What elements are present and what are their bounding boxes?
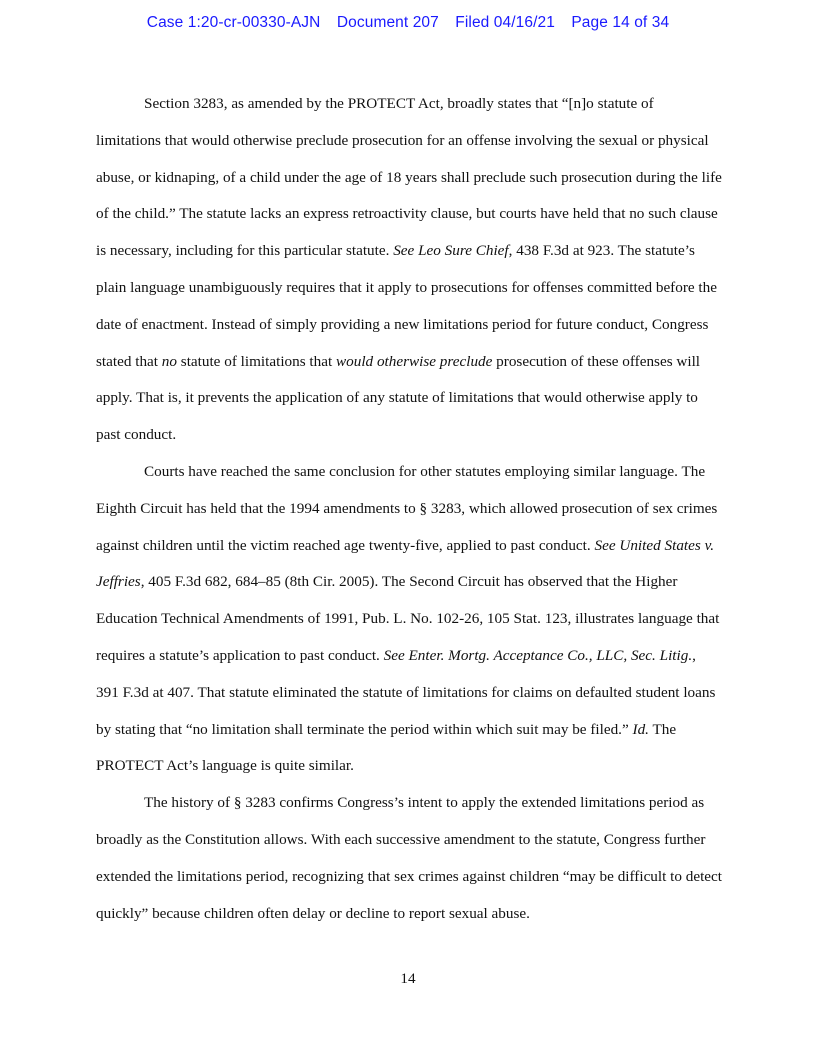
text-run: statute of limitations that: [176, 352, 337, 370]
text-run: prosecution of these offenses will apply. That is, it prevents the application of any statute of limitations that would otherwise apply to past conduct.: [96, 352, 701, 444]
italic-run: Id.: [632, 720, 649, 738]
paragraph: [96, 454, 722, 785]
italic-run: See Leo Sure Chief: [393, 242, 509, 260]
text-run: Section 3283, as amended by the PROTECT Act, broadly states that “[n]o statute of limitations that would otherwise preclude prosecution for an offense involving the sexual or physical abuse, or kidnaping, of a child under the age of 18 years shall preclude such prosecution during the life of the child.” The statute lacks an express retroactivity clause, but courts have held that no such clause is necessary, including for this particular statute.: [96, 95, 722, 260]
case-number: Case 1:20-cr-00330-AJN: [146, 14, 321, 31]
page-number: 14: [400, 970, 416, 987]
document-body: [96, 86, 722, 932]
text-run: , 405 F.3d 682, 684–85 (8th Cir. 2005). The Second Circuit has observed that the Higher Education Technical Amendments of 1991, Pub. L. No. 102-26, 105 Stat. 123, illustrates language that requires a statute’s application to past conduct.: [96, 573, 720, 664]
italic-run: would otherwise preclude: [336, 352, 493, 370]
page-indicator: Page 14 of 34: [571, 14, 670, 31]
paragraph: [96, 86, 722, 454]
text-run: , 391 F.3d at 407. That statute eliminated the statute of limitations for claims on defaulted student loans by stating that “no limitation shall terminate the period within which suit may be filed.”: [96, 646, 716, 738]
text-run: The history of § 3283 confirms Congress’s intent to apply the extended limitations period as broadly as the Constitution allows. With each successive amendment to the statute, Congress further extended the limitations period, recognizing that sex crimes against children “may be difficult to detect quickly” because children often delay or decline to report sexual abuse.: [96, 794, 723, 922]
text-run: , 438 F.3d at 923. The statute’s plain language unambiguously requires that it apply to prosecutions for offenses committed before the date of enactment. Instead of simply providing a new limitations period for future conduct, Congress stated that: [96, 242, 717, 370]
italic-run: See Enter. Mortg. Acceptance Co., LLC, Sec. Litig.: [383, 646, 693, 664]
ecf-header: [0, 14, 816, 32]
filed-date: Filed 04/16/21: [455, 14, 555, 31]
italic-run: no: [161, 352, 177, 370]
document-number: Document 207: [336, 14, 439, 31]
italic-run: See United States v. Jeffries: [96, 536, 714, 591]
paragraph: [96, 785, 722, 932]
text-run: The PROTECT Act’s language is quite similar.: [96, 720, 677, 775]
text-run: Courts have reached the same conclusion for other statutes employing similar language. The Eighth Circuit has held that the 1994 amendments to § 3283, which allowed prosecution of sex crimes against children until the victim reached age twenty-five, applied to past conduct.: [96, 462, 718, 554]
